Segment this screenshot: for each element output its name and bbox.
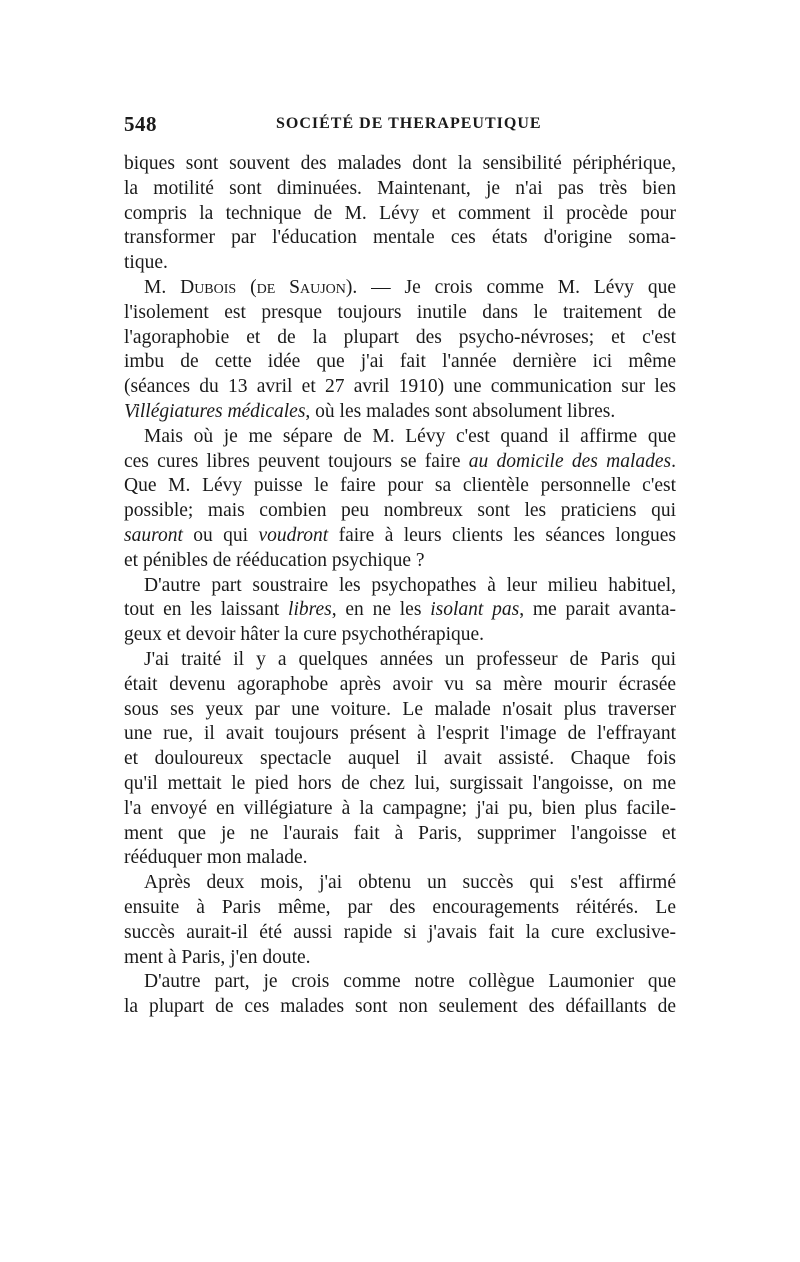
text-line: [124, 648, 676, 673]
text-segment: Après deux mois, j'ai obtenu un succès qui s'est affirmé: [144, 872, 676, 894]
text-segment: l'isolement est presque toujours inutile dans le traitement de: [124, 301, 676, 323]
text-segment: geux et devoir hâter la cure psychothérapique.: [124, 624, 485, 646]
body-text: [124, 152, 676, 1020]
text-line: [124, 598, 676, 623]
italic-text: au domicile des malades: [468, 450, 672, 472]
text-line: [124, 995, 676, 1020]
text-line: [124, 846, 676, 871]
small-caps-text: Dubois (de Saujon): [180, 276, 353, 298]
text-segment: succès aurait-il été aussi rapide si j'avais fait la cure exclusive-: [124, 921, 676, 943]
text-line: [124, 896, 676, 921]
text-line: [124, 450, 676, 475]
text-segment: . — Je crois comme M. Lévy que: [352, 276, 676, 298]
text-segment: ensuite à Paris même, par des encouragements réitérés. Le: [124, 896, 676, 918]
text-segment: Que M. Lévy puisse le faire pour sa clientèle personnelle c'est: [124, 475, 676, 497]
text-segment: et pénibles de rééducation psychique ?: [124, 549, 425, 571]
text-line: [124, 400, 676, 425]
text-line: [124, 251, 676, 276]
text-line: [124, 350, 676, 375]
text-segment: tout en les laissant: [124, 599, 289, 621]
text-segment: une rue, il avait toujours présent à l'esprit l'image de l'effrayant: [124, 723, 676, 745]
text-line: [124, 871, 676, 896]
text-segment: sous ses yeux par une voiture. Le malade n'osait plus traverser: [124, 698, 676, 720]
italic-text: libres: [288, 599, 332, 621]
text-segment: la motilité sont diminuées. Maintenant, je n'ai pas très bien: [124, 177, 676, 199]
text-segment: compris la technique de M. Lévy et comment il procède pour: [124, 202, 676, 224]
text-segment: ment que je ne l'aurais fait à Paris, supprimer l'angoisse et: [124, 822, 676, 844]
text-line: [124, 946, 676, 971]
text-line: [124, 276, 676, 301]
text-line: [124, 301, 676, 326]
text-line: [124, 375, 676, 400]
text-line: [124, 425, 676, 450]
italic-text: sauront: [124, 524, 183, 546]
text-segment: Mais où je me sépare de M. Lévy c'est quand il affirme que: [144, 425, 676, 447]
text-segment: rééduquer mon malade.: [124, 847, 308, 869]
text-segment: l'a envoyé en villégiature à la campagne; j'ai pu, bien plus facile-: [124, 797, 676, 819]
text-line: [124, 177, 676, 202]
text-segment: M.: [144, 276, 181, 298]
text-segment: l'agoraphobie et de la plupart des psycho-névroses; et c'est: [124, 326, 676, 348]
text-segment: ou qui: [182, 524, 259, 546]
text-line: [124, 673, 676, 698]
text-segment: imbu de cette idée que j'ai fait l'année dernière ici même: [124, 351, 676, 373]
text-line: [124, 474, 676, 499]
italic-text: voudront: [258, 524, 329, 546]
text-line: [124, 722, 676, 747]
text-line: [124, 822, 676, 847]
text-segment: .: [671, 450, 676, 472]
text-segment: qu'il mettait le pied hors de chez lui, surgissait l'angoisse, on me: [124, 772, 676, 794]
text-segment: ces cures libres peuvent toujours se faire: [124, 450, 469, 472]
text-line: [124, 226, 676, 251]
page-number: 548: [124, 112, 157, 136]
text-segment: la plupart de ces malades sont non seulement des défaillants de: [124, 996, 676, 1018]
text-segment: transformer par l'éducation mentale ces états d'origine soma-: [124, 227, 676, 249]
text-segment: tique.: [124, 252, 168, 274]
text-line: [124, 326, 676, 351]
text-line: [124, 970, 676, 995]
text-line: [124, 772, 676, 797]
text-line: [124, 698, 676, 723]
text-line: [124, 202, 676, 227]
italic-text: Villégiatures médicales: [124, 400, 306, 422]
text-segment: , en ne les: [331, 599, 431, 621]
text-line: [124, 921, 676, 946]
text-segment: était devenu agoraphobe après avoir vu sa mère mourir écrasée: [124, 673, 676, 695]
text-line: [124, 574, 676, 599]
text-line: [124, 623, 676, 648]
text-line: [124, 524, 676, 549]
text-segment: J'ai traité il y a quelques années un professeur de Paris qui: [144, 648, 676, 670]
text-line: [124, 797, 676, 822]
text-segment: biques sont souvent des malades dont la sensibilité périphérique,: [124, 153, 676, 174]
text-segment: et douloureux spectacle auquel il avait assisté. Chaque fois: [124, 748, 676, 770]
page-header: [124, 112, 676, 144]
text-segment: , où les malades sont absolument libres.: [305, 400, 616, 422]
text-segment: D'autre part, je crois comme notre collègue Laumonier que: [144, 971, 676, 993]
text-line: [124, 747, 676, 772]
text-segment: (séances du 13 avril et 27 avril 1910) une communication sur les: [124, 376, 676, 398]
running-title: SOCIÉTÉ DE THERAPEUTIQUE: [276, 115, 542, 132]
text-line: [124, 549, 676, 574]
italic-text: isolant pas: [430, 599, 520, 621]
text-segment: possible; mais combien peu nombreux sont les praticiens qui: [124, 500, 676, 522]
text-segment: faire à leurs clients les séances longues: [328, 524, 676, 546]
text-segment: ment à Paris, j'en doute.: [124, 946, 311, 968]
text-line: [124, 152, 676, 177]
text-segment: , me parait avanta-: [519, 599, 676, 621]
text-segment: D'autre part soustraire les psychopathes à leur milieu habituel,: [144, 574, 676, 596]
text-line: [124, 499, 676, 524]
